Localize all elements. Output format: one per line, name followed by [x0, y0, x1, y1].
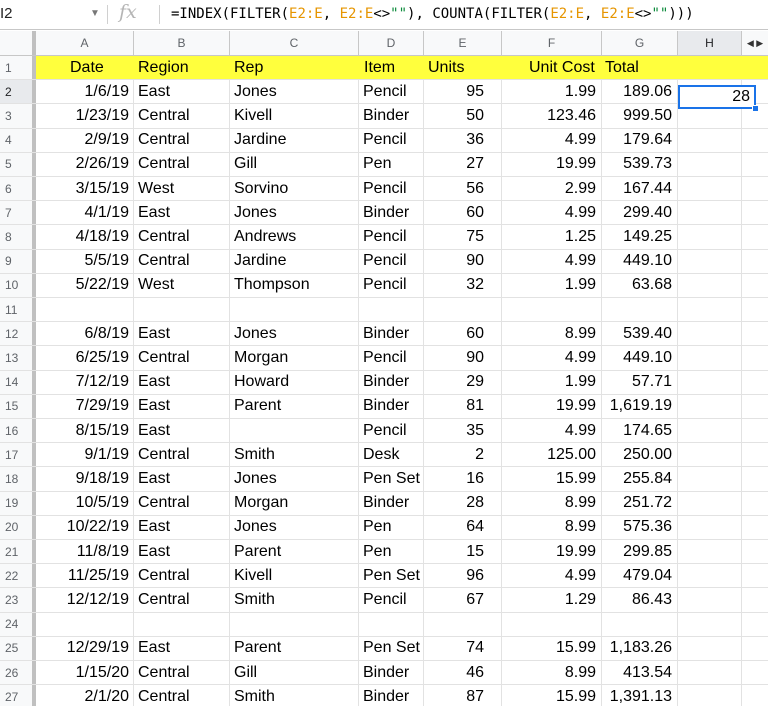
table-cell[interactable]: Central [138, 687, 190, 705]
table-cell[interactable]: 255.84 [623, 469, 672, 487]
table-cell[interactable]: Pencil [363, 179, 407, 197]
table-cell[interactable]: Jones [234, 324, 277, 342]
table-cell[interactable]: Desk [363, 445, 400, 463]
table-cell[interactable]: Central [138, 590, 190, 608]
table-cell[interactable]: 250.00 [623, 445, 672, 463]
table-cell[interactable]: Jones [234, 203, 277, 221]
table-cell[interactable]: Pencil [363, 421, 407, 439]
column-header-a[interactable]: A [36, 31, 134, 55]
table-cell[interactable]: 2 [475, 445, 484, 463]
table-cell[interactable]: Pen Set [363, 566, 420, 584]
table-cell[interactable]: 28 [466, 494, 484, 512]
table-cell[interactable]: Binder [363, 373, 410, 391]
table-cell[interactable]: 15.99 [555, 687, 596, 705]
table-cell[interactable]: East [138, 421, 171, 439]
table-cell[interactable]: 9/1/19 [84, 445, 129, 463]
table-cell[interactable]: Parent [234, 639, 282, 657]
table-cell[interactable]: 19.99 [555, 155, 596, 173]
table-cell[interactable]: 67 [466, 590, 484, 608]
column-header-row [0, 31, 768, 56]
table-cell[interactable]: 8/15/19 [75, 421, 129, 439]
table-cell[interactable]: 539.40 [623, 324, 672, 342]
row-number[interactable]: 18 [0, 467, 36, 490]
table-cell[interactable]: 10/22/19 [66, 518, 129, 536]
column-title[interactable]: Region [138, 58, 189, 76]
table-cell[interactable]: 15 [466, 542, 484, 560]
divider [159, 5, 160, 24]
table-cell[interactable]: Binder [363, 324, 410, 342]
table-cell[interactable]: Thompson [234, 276, 310, 294]
row-number[interactable]: 5 [0, 153, 36, 176]
row-number[interactable]: 22 [0, 564, 36, 587]
table-row [0, 371, 768, 395]
column-scroll-arrows[interactable]: ◀ ▶ [746, 38, 764, 48]
table-cell[interactable]: Parent [234, 397, 282, 415]
table-cell[interactable]: 174.65 [623, 421, 672, 439]
table-cell[interactable]: Pen [363, 155, 392, 173]
table-cell[interactable]: 2/26/19 [75, 155, 129, 173]
table-row [0, 346, 768, 370]
formula-token: E2:E [339, 6, 374, 22]
table-row [0, 225, 768, 249]
table-cell[interactable]: 50 [466, 106, 484, 124]
row-number[interactable]: 21 [0, 540, 36, 563]
table-cell[interactable]: 2.99 [564, 179, 596, 197]
table-cell[interactable] [36, 298, 135, 321]
select-all-corner[interactable] [0, 31, 36, 55]
table-cell[interactable]: Central [138, 348, 190, 366]
table-cell[interactable]: 4.99 [564, 566, 596, 584]
table-cell[interactable]: Central [138, 106, 190, 124]
table-cell[interactable] [134, 613, 230, 636]
spreadsheet-grid [0, 56, 768, 706]
table-cell[interactable]: 1,619.19 [609, 397, 672, 415]
table-cell[interactable] [230, 298, 359, 321]
table-row [0, 274, 768, 298]
table-cell[interactable]: Morgan [234, 494, 289, 512]
table-cell[interactable]: 10/5/19 [75, 494, 129, 512]
table-cell[interactable]: Pencil [363, 348, 407, 366]
formula-bar [0, 0, 768, 30]
table-cell[interactable]: Pencil [363, 252, 407, 270]
table-cell[interactable]: 8.99 [564, 663, 596, 681]
column-title[interactable]: Rep [234, 58, 264, 76]
table-cell[interactable]: 1.99 [564, 82, 596, 100]
column-title[interactable]: Unit Cost [529, 58, 595, 76]
table-cell[interactable]: Smith [234, 590, 275, 608]
table-cell[interactable]: East [138, 397, 171, 415]
formula-token: "" [651, 6, 669, 22]
row-number[interactable]: 24 [0, 613, 36, 636]
table-cell[interactable]: East [138, 373, 171, 391]
row-number[interactable]: 12 [0, 322, 36, 345]
table-cell[interactable]: 5/5/19 [84, 252, 129, 270]
table-cell[interactable]: Pencil [363, 82, 407, 100]
table-cell[interactable]: 36 [466, 131, 484, 149]
table-cell[interactable]: Central [138, 155, 190, 173]
table-cell[interactable]: 413.54 [623, 663, 672, 681]
table-cell[interactable]: 35 [466, 421, 484, 439]
row-number[interactable]: 4 [0, 129, 36, 152]
table-row [0, 395, 768, 419]
table-cell[interactable]: 1.99 [564, 276, 596, 294]
table-cell[interactable]: 4.99 [564, 203, 596, 221]
formula-token: "" [390, 6, 408, 22]
table-row [0, 250, 768, 274]
table-cell[interactable]: Central [138, 252, 190, 270]
table-cell[interactable]: 2/9/19 [84, 131, 129, 149]
table-cell[interactable]: East [138, 639, 171, 657]
row-number[interactable]: 15 [0, 395, 36, 418]
table-row [0, 564, 768, 588]
table-cell[interactable]: 11/25/19 [67, 566, 129, 584]
table-cell[interactable]: 64 [466, 518, 484, 536]
table-cell[interactable] [230, 419, 359, 442]
table-cell[interactable]: 60 [466, 203, 484, 221]
table-cell[interactable] [602, 613, 678, 636]
column-header-b[interactable]: B [134, 31, 230, 55]
table-cell[interactable]: 1/6/19 [84, 82, 129, 100]
formula-token: <> [634, 6, 652, 22]
table-cell[interactable]: Binder [363, 663, 410, 681]
table-cell[interactable]: 299.40 [623, 203, 672, 221]
table-row [0, 201, 768, 225]
table-cell[interactable]: 6/25/19 [75, 348, 129, 366]
row-number[interactable]: 13 [0, 346, 36, 369]
table-cell[interactable] [359, 298, 424, 321]
table-cell[interactable]: Gill [234, 155, 258, 173]
table-cell[interactable]: 8.99 [564, 518, 596, 536]
table-cell[interactable]: Binder [363, 203, 410, 221]
table-cell[interactable]: Smith [234, 445, 275, 463]
formula-token: E2:E [289, 6, 323, 22]
table-cell[interactable]: East [138, 82, 171, 100]
chevron-down-icon[interactable]: ▼ [90, 8, 100, 19]
table-cell[interactable]: 7/29/19 [75, 397, 129, 415]
row-number[interactable]: 8 [0, 225, 36, 248]
column-title[interactable]: Units [428, 58, 465, 76]
table-row [0, 153, 768, 177]
row-number[interactable]: 26 [0, 661, 36, 684]
table-cell[interactable]: 1.25 [564, 227, 596, 245]
formula-token: , [584, 6, 601, 22]
column-title[interactable]: Total [605, 58, 639, 76]
table-cell[interactable]: Central [138, 494, 190, 512]
row-number[interactable]: 19 [0, 492, 36, 515]
table-cell[interactable]: East [138, 542, 171, 560]
table-cell[interactable]: 11/8/19 [76, 542, 129, 560]
row-number[interactable]: 25 [0, 637, 36, 660]
table-row [0, 177, 768, 201]
table-cell[interactable] [490, 298, 602, 321]
table-cell[interactable]: 29 [466, 373, 484, 391]
table-cell[interactable]: 1.29 [564, 590, 596, 608]
table-cell[interactable]: Jones [234, 518, 277, 536]
table-cell[interactable]: 15.99 [555, 469, 596, 487]
table-cell[interactable] [134, 298, 230, 321]
table-row [0, 467, 768, 491]
table-cell[interactable]: Pen Set [363, 469, 420, 487]
selected-cell[interactable]: 28 [678, 85, 756, 109]
table-cell[interactable]: 4.99 [564, 421, 596, 439]
table-row [0, 588, 768, 612]
table-cell[interactable]: 57.71 [631, 373, 672, 391]
table-cell[interactable]: Morgan [234, 348, 289, 366]
table-cell[interactable]: Jardine [234, 252, 287, 270]
row-number[interactable]: 1 [0, 56, 36, 79]
formula-token: , [322, 6, 340, 22]
table-cell[interactable]: Jones [234, 469, 277, 487]
table-cell[interactable]: Jardine [234, 131, 287, 149]
table-row [0, 685, 768, 706]
row-number[interactable]: 16 [0, 419, 36, 442]
table-row [0, 80, 768, 104]
table-cell[interactable]: 32 [466, 276, 484, 294]
table-cell[interactable] [36, 613, 135, 636]
table-cell[interactable]: Pencil [363, 590, 407, 608]
formula-token: =INDEX(FILTER( [171, 6, 290, 22]
table-cell[interactable]: Sorvino [234, 179, 289, 197]
table-cell[interactable]: Smith [234, 687, 275, 705]
formula-token: <> [373, 6, 391, 22]
table-cell[interactable]: Binder [363, 106, 410, 124]
table-cell[interactable]: 27 [466, 155, 484, 173]
table-cell[interactable]: 1/15/20 [75, 663, 129, 681]
table-cell[interactable]: 56 [466, 179, 484, 197]
formula-input[interactable] [171, 2, 694, 26]
table-cell[interactable]: 299.85 [623, 542, 672, 560]
table-cell[interactable]: Pen Set [363, 639, 420, 657]
row-number[interactable]: 17 [0, 443, 36, 466]
table-cell[interactable]: 167.44 [623, 179, 672, 197]
table-cell[interactable]: 81 [466, 397, 484, 415]
table-cell[interactable]: 449.10 [623, 252, 672, 270]
table-cell[interactable]: 4.99 [564, 348, 596, 366]
table-cell[interactable]: West [138, 179, 175, 197]
table-cell[interactable]: Pen [363, 542, 392, 560]
table-cell[interactable]: East [138, 203, 171, 221]
table-cell[interactable]: East [138, 518, 171, 536]
table-cell[interactable]: 19.99 [555, 397, 596, 415]
table-cell[interactable]: Pencil [363, 227, 407, 245]
table-cell[interactable]: Binder [363, 494, 410, 512]
table-row [0, 298, 768, 322]
table-cell[interactable]: 95 [466, 82, 484, 100]
table-cell[interactable]: 1.99 [564, 373, 596, 391]
table-cell[interactable]: Central [138, 131, 190, 149]
column-header-c[interactable]: C [230, 31, 359, 55]
table-cell[interactable]: 60 [466, 324, 484, 342]
table-cell[interactable] [359, 613, 424, 636]
table-cell[interactable] [490, 613, 602, 636]
row-number[interactable]: 20 [0, 516, 36, 539]
table-cell[interactable] [424, 613, 490, 636]
table-cell[interactable]: 90 [466, 252, 484, 270]
table-cell[interactable]: Andrews [234, 227, 297, 245]
table-cell[interactable]: 479.04 [623, 566, 672, 584]
table-row [0, 637, 768, 661]
row-number[interactable]: 3 [0, 104, 36, 127]
table-cell[interactable]: 4.99 [564, 252, 596, 270]
column-title[interactable]: Item [364, 58, 396, 76]
formula-token: ), COUNTA(FILTER( [407, 6, 551, 22]
function-icon: fx [119, 1, 137, 23]
table-cell[interactable]: 63.68 [631, 276, 672, 294]
table-cell[interactable]: East [138, 324, 171, 342]
row-number[interactable]: 14 [0, 371, 36, 394]
fill-handle[interactable] [752, 105, 759, 112]
table-cell[interactable]: 123.46 [547, 106, 596, 124]
row-number[interactable]: 27 [0, 685, 36, 706]
table-cell[interactable]: Binder [363, 397, 410, 415]
table-cell[interactable]: 4/1/19 [84, 203, 129, 221]
column-header-h[interactable]: H [678, 31, 742, 55]
table-cell[interactable]: West [138, 276, 175, 294]
row-number[interactable]: 10 [0, 274, 36, 297]
name-box[interactable]: I2 [0, 5, 13, 22]
table-cell[interactable]: Kivell [234, 566, 273, 584]
table-row [0, 129, 768, 153]
table-cell[interactable]: 19.99 [555, 542, 596, 560]
table-cell[interactable]: Kivell [234, 106, 273, 124]
table-cell[interactable]: Pen [363, 518, 392, 536]
column-header-g[interactable]: G [602, 31, 678, 55]
table-cell[interactable]: Central [138, 445, 190, 463]
table-cell[interactable]: 90 [466, 348, 484, 366]
column-header-d[interactable]: D [359, 31, 424, 55]
table-cell[interactable]: 6/8/19 [84, 324, 129, 342]
table-cell[interactable] [424, 298, 490, 321]
table-row [0, 613, 768, 637]
table-cell[interactable]: 1,391.13 [609, 687, 672, 705]
row-number[interactable]: 23 [0, 588, 36, 611]
table-cell[interactable]: 87 [466, 687, 484, 705]
table-cell[interactable]: 16 [466, 469, 484, 487]
table-cell[interactable]: 1/23/19 [75, 106, 129, 124]
row-number[interactable]: 2 [0, 80, 36, 103]
table-cell[interactable]: 5/22/19 [75, 276, 129, 294]
table-cell[interactable]: 74 [466, 639, 484, 657]
table-cell[interactable]: 75 [466, 227, 484, 245]
table-row [0, 104, 768, 128]
table-cell[interactable]: Binder [363, 687, 410, 705]
divider [107, 5, 108, 24]
table-cell[interactable]: 8.99 [564, 324, 596, 342]
row-number[interactable]: 9 [0, 250, 36, 273]
table-cell[interactable]: 12/12/19 [66, 590, 129, 608]
table-row [0, 492, 768, 516]
table-cell[interactable]: Central [138, 227, 190, 245]
table-row [0, 322, 768, 346]
table-cell[interactable] [602, 298, 678, 321]
formula-token: ))) [668, 6, 694, 22]
table-cell[interactable]: 999.50 [623, 106, 672, 124]
table-cell[interactable]: 3/15/19 [75, 179, 129, 197]
table-cell[interactable]: 539.73 [623, 155, 672, 173]
column-header-f[interactable]: F [502, 31, 602, 55]
table-row [0, 419, 768, 443]
table-cell[interactable]: Parent [234, 542, 282, 560]
table-cell[interactable]: 96 [466, 566, 484, 584]
table-cell[interactable]: 12/29/19 [66, 639, 129, 657]
table-cell[interactable]: 7/12/19 [75, 373, 129, 391]
table-cell[interactable]: Central [138, 663, 190, 681]
table-cell[interactable]: 179.64 [623, 131, 672, 149]
table-cell[interactable]: 251.72 [623, 494, 672, 512]
formula-token: E2:E [600, 6, 635, 22]
table-cell[interactable]: 15.99 [555, 639, 596, 657]
table-cell[interactable]: 9/18/19 [75, 469, 129, 487]
table-row [0, 516, 768, 540]
table-cell[interactable]: 46 [466, 663, 484, 681]
table-cell[interactable]: Central [138, 566, 190, 584]
table-cell[interactable]: 149.25 [623, 227, 672, 245]
column-title[interactable]: Date [70, 58, 104, 76]
table-cell[interactable]: 449.10 [623, 348, 672, 366]
header-row [0, 56, 768, 80]
table-cell[interactable]: East [138, 469, 171, 487]
table-cell[interactable]: 86.43 [631, 590, 672, 608]
table-cell[interactable]: 4/18/19 [75, 227, 129, 245]
row-number[interactable]: 11 [0, 298, 36, 321]
table-cell[interactable]: 4.99 [564, 131, 596, 149]
table-row [0, 540, 768, 564]
table-cell[interactable]: 189.06 [623, 82, 672, 100]
table-cell[interactable]: 1,183.26 [609, 639, 672, 657]
table-cell[interactable]: Jones [234, 82, 277, 100]
table-cell[interactable]: 2/1/20 [84, 687, 129, 705]
table-cell[interactable]: 575.36 [623, 518, 672, 536]
table-cell[interactable]: Gill [234, 663, 258, 681]
row-number[interactable]: 6 [0, 177, 36, 200]
table-cell[interactable]: Pencil [363, 276, 407, 294]
column-header-e[interactable]: E [424, 31, 502, 55]
table-cell[interactable]: 125.00 [547, 445, 596, 463]
row-number[interactable]: 7 [0, 201, 36, 224]
table-cell[interactable]: 8.99 [564, 494, 596, 512]
table-row [0, 443, 768, 467]
formula-token: E2:E [550, 6, 585, 22]
table-cell[interactable]: Howard [234, 373, 290, 391]
table-cell[interactable]: Pencil [363, 131, 407, 149]
table-cell[interactable] [230, 613, 359, 636]
table-row [0, 661, 768, 685]
